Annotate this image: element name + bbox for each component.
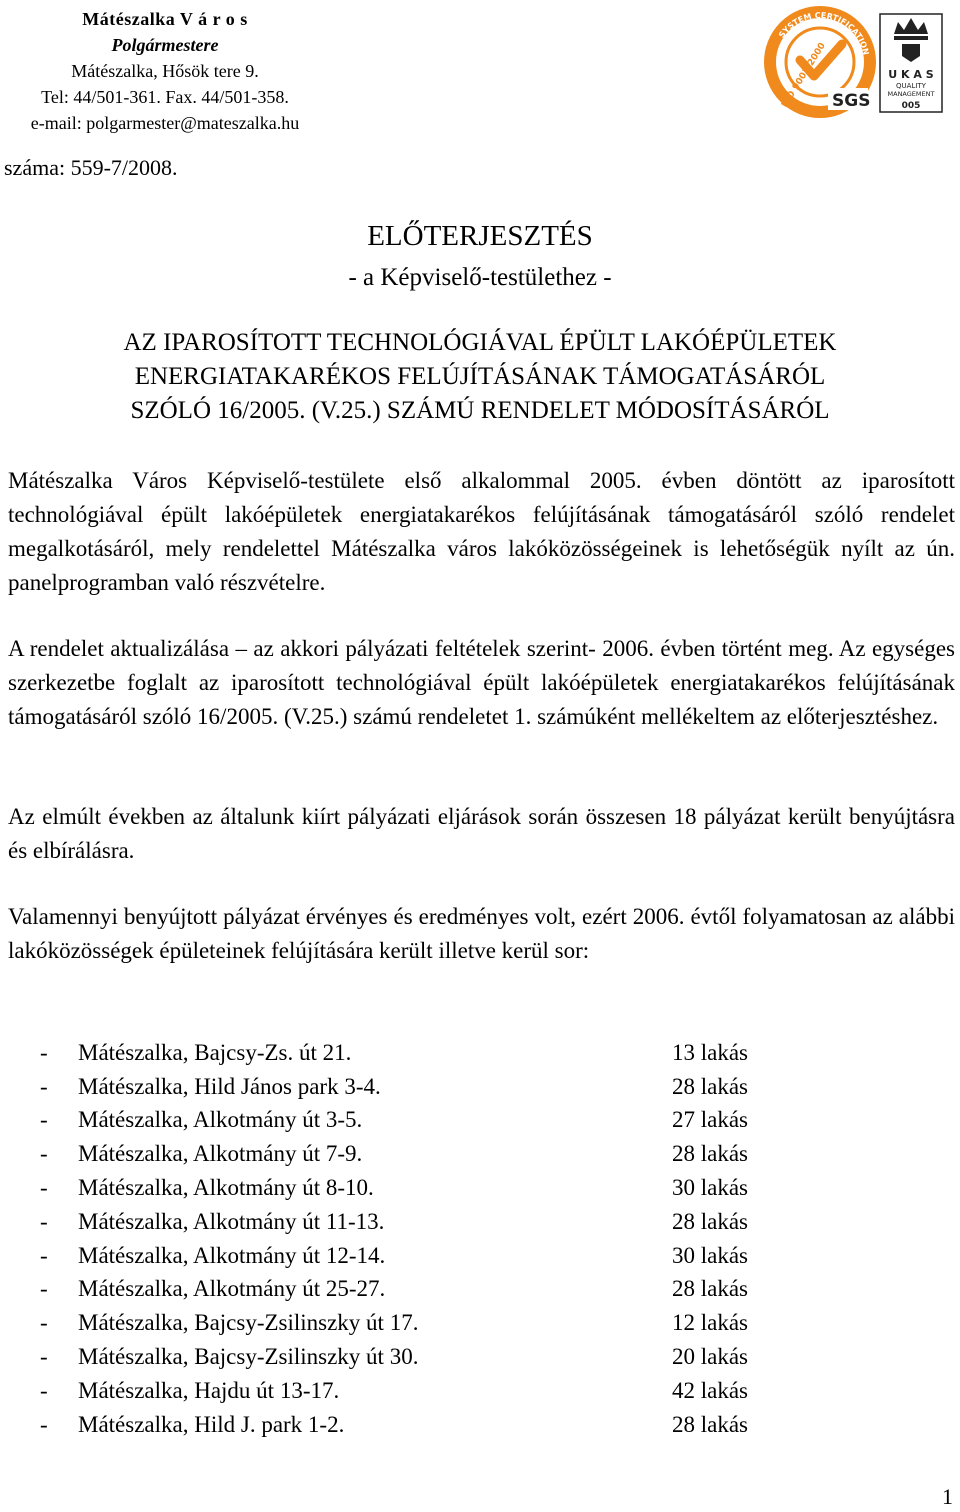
list-item: - Mátészalka, Alkotmány út 12-14. 30 lakás [40,1242,749,1268]
list-item-count: 30 lakás [672,1242,749,1268]
list-item-address: Mátészalka, Alkotmány út 7-9. [78,1141,363,1167]
building-list [40,1036,748,1442]
list-item-count: 20 lakás [672,1344,749,1370]
list-item: - Mátészalka, Hajdu út 13-17. 42 lakás [40,1377,749,1403]
list-item-count: 28 lakás [672,1276,749,1302]
document-title: ELŐTERJESZTÉS [367,220,593,252]
list-item-count: 28 lakás [672,1073,749,1099]
list-item-address: Mátészalka, Alkotmány út 25-27. [78,1276,386,1302]
reference-number: száma: 559-7/2008. [4,155,178,180]
list-item-count: 28 lakás [672,1208,749,1234]
svg-text:MANAGEMENT: MANAGEMENT [887,90,935,98]
list-item: - Mátészalka, Hild János park 3-4. 28 lakás [40,1073,749,1099]
list-item: - Mátészalka, Bajcsy-Zsilinszky út 17. 12 lakás [40,1310,749,1336]
list-item-count: 27 lakás [672,1107,749,1133]
sgs-label: SGS [832,91,871,111]
list-item: - Mátészalka, Alkotmány út 8-10. 30 lakás [40,1175,749,1201]
list-item: - Mátészalka, Alkotmány út 7-9. 28 lakás [40,1141,749,1167]
ukas-number: 005 [901,101,921,111]
list-item: - Mátészalka, Bajcsy-Zs. út 21. 13 lakás [40,1039,749,1065]
paragraph-history: Mátészalka Város Képviselő-testülete első alkalommal 2005. évben döntött az iparosított technológiával épült lakóépületek energiatakarékos felújításának támogatásáról szóló rendelet megalkotásáról, mely rendelettel Mátészalka város lakóközösségeinek is lehetőségük nyílt az ún. panelprogramban való részvételre. [8,468,955,595]
list-item-count: 13 lakás [672,1039,749,1065]
list-item: - Mátészalka, Bajcsy-Zsilinszky út 30. 20 lakás [40,1344,749,1370]
list-item: - Mátészalka, Alkotmány út 11-13. 28 lakás [40,1208,749,1234]
letterhead [0,6,330,136]
list-item: - Mátészalka, Alkotmány út 25-27. 28 lakás [40,1276,749,1302]
list-item-address: Mátészalka, Alkotmány út 12-14. [78,1242,386,1268]
paragraph-update: A rendelet aktualizálása – az akkori pályázati feltételek szerint- 2006. évben történt meg. Az egységes szerkezetbe foglalt az iparosított technológiával épült lakóépületek energiatakarékos felújításának támogatásáról szóló 16/2005. (V.25.) számú rendeletet 1. számúként mellékeltem az előterjesztéshez. [8,636,955,729]
paragraph-applications: Az elmúlt években az általunk kiírt pályázati eljárások során összesen 18 pályázat került benyújtásra és elbírálásra. [8,804,955,863]
city-name: Mátészalka V á r o s [82,9,248,29]
list-item-address: Mátészalka, Bajcsy-Zsilinszky út 17. [78,1310,419,1336]
list-item: - Mátészalka, Alkotmány út 3-5. 27 lakás [40,1107,749,1133]
document-subject: AZ IPAROSÍTOTT TECHNOLÓGIÁVAL ÉPÜLT LAKÓÉPÜLETEK ENERGIATAKARÉKOS FELÚJÍTÁSÁNAK TÁMOGATÁSÁRÓL SZÓLÓ 16/2005. (V.25.) SZÁMÚ RENDELET MÓDOSÍTÁSÁRÓL [123,329,837,424]
list-item-address: Mátészalka, Hild János park 3-4. [78,1073,381,1099]
list-item-count: 30 lakás [672,1175,749,1201]
list-item-address: Mátészalka, Alkotmány út 3-5. [78,1107,363,1133]
office-address: Mátészalka, Hősök tere 9. [71,61,259,81]
iso-standard-label: ISO 9001:2000 [780,41,828,110]
iso-sgs-logo [762,4,960,124]
iso-ring-text: SYSTEM CERTIFICATION [777,10,871,56]
paragraph-results: Valamennyi benyújtott pályázat érvényes és eredményes volt, ezért 2006. évtől folyamatosan az alábbi lakóközösségek épületeinek felújítására került illetve kerül sor: [8,904,955,963]
list-item: - Mátészalka, Hild J. park 1-2. 28 lakás [40,1411,749,1437]
mayor-title: Polgármestere [111,35,219,55]
list-item-address: Mátészalka, Alkotmány út 11-13. [78,1208,385,1234]
certification-logos [762,4,960,124]
ukas-logo [880,14,942,112]
svg-text:QUALITY: QUALITY [896,82,926,90]
ukas-label: U K A S [888,68,934,81]
list-item-address: Mátészalka, Alkotmány út 8-10. [78,1175,374,1201]
list-item-count: 12 lakás [672,1310,749,1336]
list-item-address: Mátészalka, Bajcsy-Zs. út 21. [78,1039,352,1065]
list-item-count: 28 lakás [672,1141,749,1167]
list-item-address: Mátészalka, Bajcsy-Zsilinszky út 30. [78,1344,419,1370]
phone-fax: Tel: 44/501-361. Fax. 44/501-358. [41,87,289,107]
page-number: 1 [942,1484,953,1509]
document-addressee: - a Képviselő-testülethez - [348,264,612,291]
list-item-address: Mátészalka, Hajdu út 13-17. [78,1377,340,1403]
list-item-count: 28 lakás [672,1411,749,1437]
list-item-count: 42 lakás [672,1377,749,1403]
list-item-address: Mátészalka, Hild J. park 1-2. [78,1411,345,1437]
email-address: e-mail: polgarmester@mateszalka.hu [30,113,300,133]
